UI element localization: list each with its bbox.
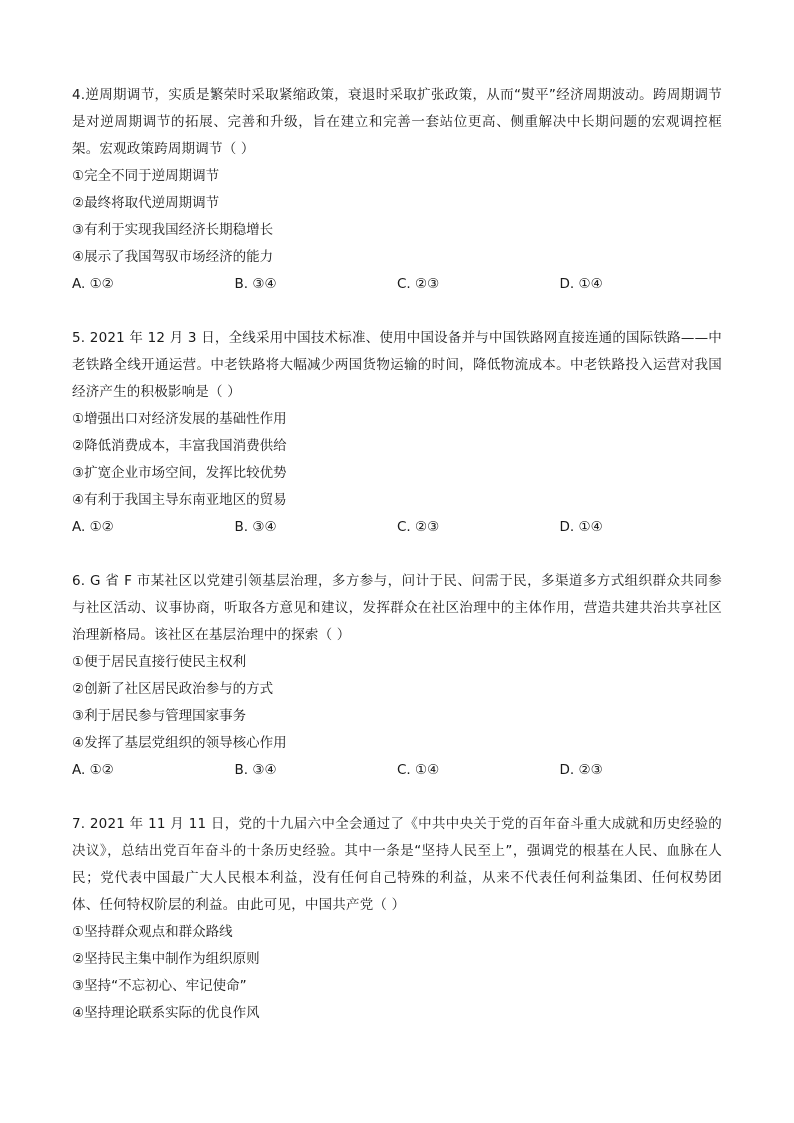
question-4 xyxy=(72,82,722,298)
choice-d: D. ②③ xyxy=(559,762,603,778)
choice-b: B. ③④ xyxy=(234,519,277,535)
choice-b: B. ③④ xyxy=(234,762,277,778)
option-4: ④坚持理论联系实际的优良作风 xyxy=(72,1005,260,1021)
question-7 xyxy=(72,811,722,1027)
option-4: ④展示了我国驾驭市场经济的能力 xyxy=(72,249,274,265)
option-2: ②最终将取代逆周期调节 xyxy=(72,195,220,211)
choice-c: C. ②③ xyxy=(397,519,440,535)
option-2: ②降低消费成本，丰富我国消费供给 xyxy=(72,438,287,454)
choice-b: B. ③④ xyxy=(234,276,277,292)
choice-c: C. ①④ xyxy=(397,762,440,778)
option-1: ①增强出口对经济发展的基础性作用 xyxy=(72,411,287,427)
option-3: ③扩宽企业市场空间，发挥比较优势 xyxy=(72,465,287,481)
answer-choices xyxy=(72,271,722,298)
choice-c: C. ②③ xyxy=(397,276,440,292)
option-1: ①便于居民直接行使民主权利 xyxy=(72,654,247,670)
exam-page xyxy=(72,82,722,1054)
answer-choices xyxy=(72,757,722,784)
option-4: ④有利于我国主导东南亚地区的贸易 xyxy=(72,492,287,508)
option-1: ①坚持群众观点和群众路线 xyxy=(72,924,233,940)
question-stem: 5. 2021 年 12 月 3 日，全线采用中国技术标准、使用中国设备并与中国铁路网直接连通的国际铁路——中老铁路全线开通运营。中老铁路将大幅减少两国货物运输的时间，降低物流成本。中老铁路投入运营对我国经济产生的积极影响是（ ） xyxy=(72,330,722,400)
question-5 xyxy=(72,325,722,541)
question-6 xyxy=(72,568,722,784)
choice-a: A. ①② xyxy=(72,276,114,292)
option-3: ③有利于实现我国经济长期稳增长 xyxy=(72,222,274,238)
choice-a: A. ①② xyxy=(72,519,114,535)
question-stem: 6. G 省 F 市某社区以党建引领基层治理，多方参与，问计于民、问需于民，多渠道多方式组织群众共同参与社区活动、议事协商，听取各方意见和建议，发挥群众在社区治理中的主体作用，营造共建共治共享社区治理新格局。该社区在基层治理中的探索（ ） xyxy=(72,573,722,643)
question-stem: 7. 2021 年 11 月 11 日，党的十九届六中全会通过了《中共中央关于党的百年奋斗重大成就和历史经验的决议》，总结出党百年奋斗的十条历史经验。其中一条是“坚持人民至上”，强调党的根基在人民、血脉在人民；党代表中国最广大人民根本利益，没有任何自己特殊的利益，从来不代表任何利益集团、任何权势团体、任何特权阶层的利益。由此可见，中国共产党（ ） xyxy=(72,816,722,913)
option-4: ④发挥了基层党组织的领导核心作用 xyxy=(72,735,287,751)
choice-a: A. ①② xyxy=(72,762,114,778)
option-3: ③坚持“不忘初心、牢记使命” xyxy=(72,978,247,994)
choice-d: D. ①④ xyxy=(559,276,603,292)
choice-d: D. ①④ xyxy=(559,519,603,535)
option-3: ③利于居民参与管理国家事务 xyxy=(72,708,247,724)
question-stem: 4.逆周期调节，实质是繁荣时采取紧缩政策，衰退时采取扩张政策，从而“熨平”经济周期波动。跨周期调节是对逆周期调节的拓展、完善和升级，旨在建立和完善一套站位更高、侧重解决中长期问题的宏观调控框架。宏观政策跨周期调节（ ） xyxy=(72,87,722,157)
option-2: ②创新了社区居民政治参与的方式 xyxy=(72,681,274,697)
option-2: ②坚持民主集中制作为组织原则 xyxy=(72,951,260,967)
answer-choices xyxy=(72,514,722,541)
option-1: ①完全不同于逆周期调节 xyxy=(72,168,220,184)
